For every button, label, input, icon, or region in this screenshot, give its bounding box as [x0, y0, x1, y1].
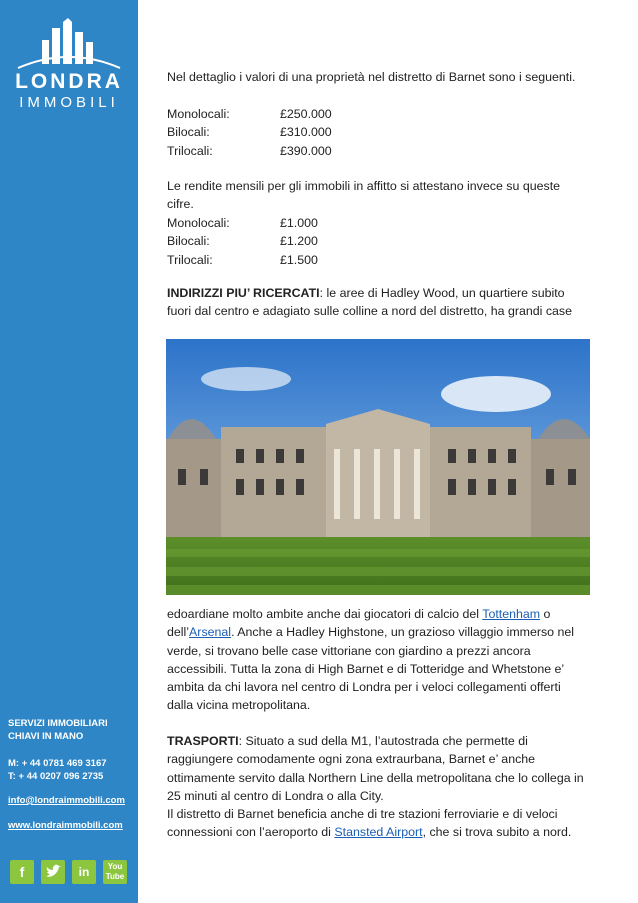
- addresses-paragraph: [167, 284, 587, 321]
- transport-text: : Situato a sud della M1, l’autostrada che permette di raggiungere comodamente ogni zona extraurbana, Barnet e’ anche ottimamente servito dalla Northern Line della metropolitana che lo collega in 25 minuti al centro di Londra o alla City.: [167, 734, 584, 803]
- rent-label: Bilocali:: [167, 234, 210, 249]
- price-row: [167, 123, 587, 141]
- rent-row: [167, 251, 587, 269]
- rent-label: Monolocali:: [167, 216, 230, 230]
- price-label: Bilocali:: [167, 125, 210, 140]
- addresses-heading: INDIRIZZI PIU’ RICERCATI: [167, 286, 320, 300]
- phone-number: T: + 44 0207 096 2735: [8, 771, 104, 782]
- transport-text-2a: Il distretto di Barnet beneficia anche di tre stazioni ferroviarie e di veloci connessioni con l’aeroporto di: [167, 807, 558, 840]
- rent-value: £1.000: [280, 216, 318, 230]
- transport-heading: TRASPORTI: [167, 734, 239, 748]
- linkedin-icon[interactable]: in: [72, 860, 96, 884]
- rent-row: [167, 232, 587, 250]
- contact-phones: [8, 757, 136, 783]
- services-line-1: SERVIZI IMMOBILIARI: [8, 718, 108, 729]
- addresses-cont-1: edoardiane molto ambite anche dai giocatori di calcio del: [167, 607, 483, 621]
- youtube-icon[interactable]: [103, 860, 127, 884]
- price-row: [167, 142, 587, 160]
- brand-subtitle: IMMOBILI: [19, 94, 119, 111]
- rent-row: [167, 214, 587, 232]
- social-links: [10, 860, 128, 884]
- mobile-number: M: + 44 0781 469 3167: [8, 758, 107, 769]
- email-link[interactable]: info@londraimmobili.com: [8, 795, 125, 806]
- rent-value: £1.500: [280, 252, 318, 267]
- addresses-continued: [167, 605, 587, 715]
- facebook-icon[interactable]: f: [10, 860, 34, 884]
- services-label: [8, 717, 136, 743]
- londra-immobili-logo[interactable]: [10, 18, 128, 118]
- arsenal-link[interactable]: Arsenal: [189, 625, 232, 640]
- website-link[interactable]: www.londraimmobili.com: [8, 820, 123, 831]
- rent-value: £1.200: [280, 234, 318, 249]
- price-row: [167, 105, 587, 123]
- youtube-top-label: You: [107, 862, 123, 871]
- price-label: Trilocali:: [167, 143, 213, 158]
- brand-name: LONDRA: [15, 70, 123, 93]
- rent-price-list: [167, 214, 587, 269]
- addresses-text: : le aree di Hadley Wood, un quartiere subito fuori dal centro e adagiato sulle colline a nord del distretto, ha grandi case: [167, 286, 573, 319]
- skyline-icon: [10, 18, 128, 70]
- services-line-2: CHIAVI IN MANO: [8, 731, 84, 742]
- addresses-cont-3: . Anche a Hadley Highstone, un grazioso villaggio immerso nel verde, si trovano belle case vittoriane con giardino a prezzi ancora accessibili. Tutta la zona di High Barnet e di Totteridge and Whetstone e’ ambita da chi lavora nel centro di Londra per i veloci collegamenti offerti dalla vicina metropolitana.: [167, 625, 575, 713]
- sale-price-list: [167, 105, 587, 160]
- price-label: Monolocali:: [167, 107, 230, 121]
- rent-label: Trilocali:: [167, 252, 213, 267]
- transport-paragraph: [167, 732, 587, 842]
- rent-intro: Le rendite mensili per gli immobili in affitto si attestano invece su queste cifre.: [167, 179, 561, 212]
- price-value: £390.000: [280, 143, 332, 158]
- tottenham-link[interactable]: Tottenham: [482, 607, 541, 621]
- stansted-link[interactable]: Stansted Airport: [334, 825, 423, 840]
- sale-intro: Nel dettaglio i valori di una proprietà nel distretto di Barnet sono i seguenti.: [167, 70, 576, 84]
- price-value: £310.000: [280, 125, 332, 140]
- transport-text-2b: , che si trova subito a nord.: [422, 825, 572, 840]
- addresses-cont-2: o dell’: [167, 607, 551, 640]
- sidebar: [0, 0, 138, 903]
- price-value: £250.000: [280, 107, 332, 121]
- country-house-photo: [166, 339, 590, 595]
- youtube-bottom-label: Tube: [105, 872, 125, 881]
- twitter-icon[interactable]: [41, 860, 65, 884]
